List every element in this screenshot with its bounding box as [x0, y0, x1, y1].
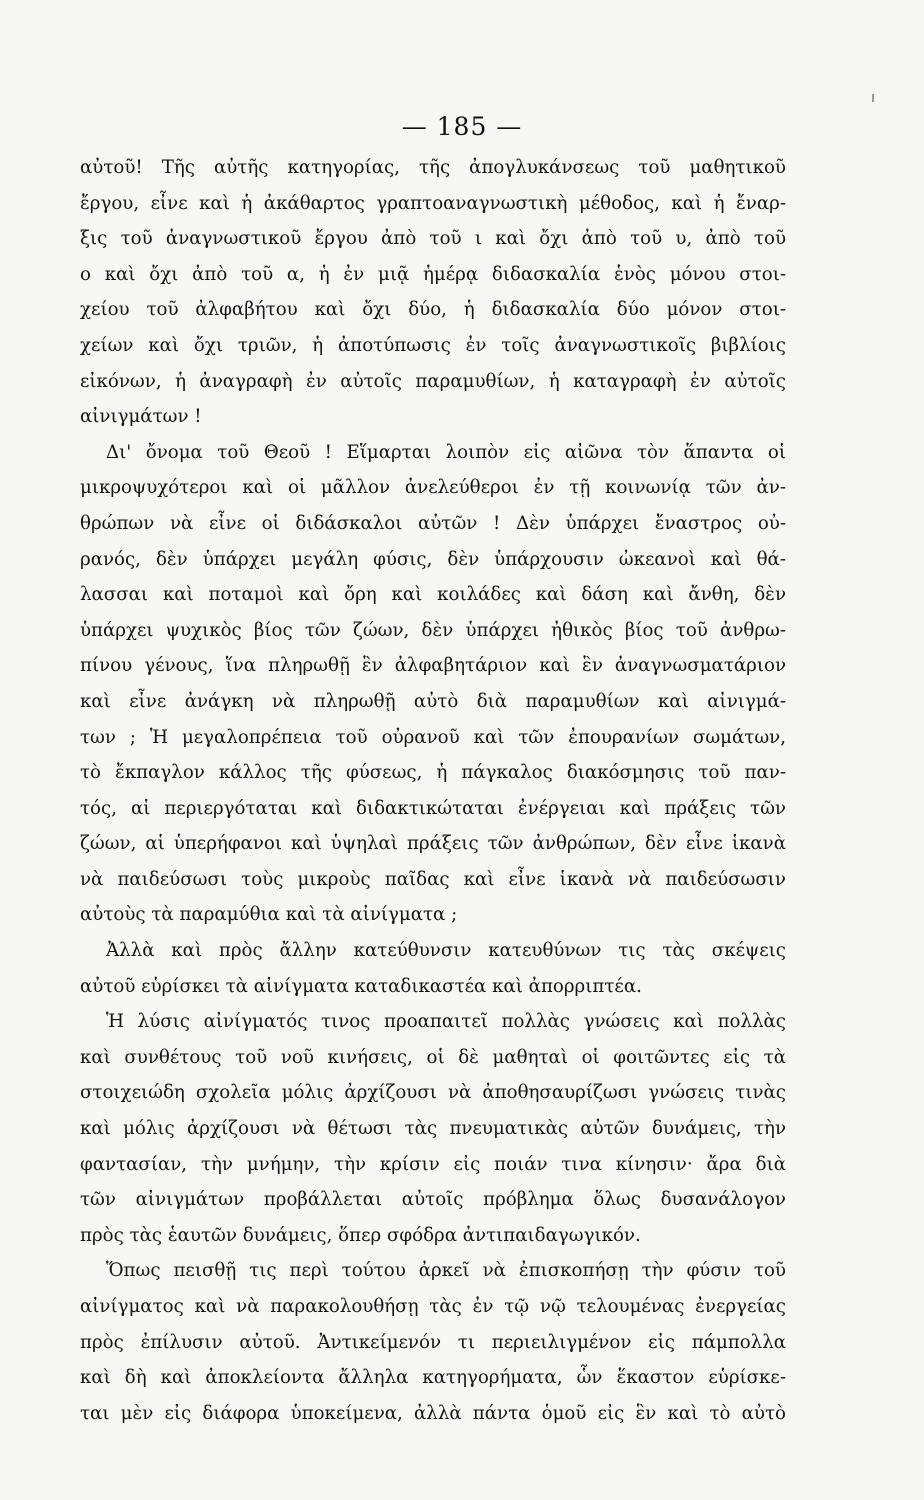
text-line: αἰνίγματος καὶ νὰ παρακολουθήσῃ τὰς ἐν τῷ νῷ τελουμένας ἐνεργείας [80, 1296, 786, 1317]
text-line: πρὸς τὰς ἑαυτῶν δυνάμεις, ὅπερ σφόδρα ἀντιπαιδαγωγικόν. [80, 1224, 641, 1246]
text-line: ται μὲν εἰς διάφορα ὑποκείμενα, ἀλλὰ πάντα ὁμοῦ εἰς ἓν καὶ τὸ αὐτὸ [80, 1402, 786, 1424]
text-line: αὐτοῦ εὑρίσκει τὰ αἰνίγματα καταδικαστέα καὶ ἀπορριπτέα. [80, 975, 642, 997]
text-line: ὑπάρχει ψυχικὸς βίος τῶν ζώων, δὲν ὑπάρχει ἠθικὸς βίος τοῦ ἀνθρω- [80, 619, 786, 641]
text-line: καὶ συνθέτους τοῦ νοῦ κινήσεις, οἱ δὲ μαθηταὶ οἱ φοιτῶντες εἰς τὰ [80, 1046, 786, 1068]
text-line: λασσαι καὶ ποταμοὶ καὶ ὄρη καὶ κοιλάδες καὶ δάση καὶ ἄνθη, δὲν [80, 584, 786, 606]
text-line: τῶν αἰνιγμάτων προβάλλεται αὐτοῖς πρόβλημα ὅλως δυσανάλογον [80, 1189, 786, 1211]
text-line: χείου τοῦ ἀλφαβήτου καὶ ὄχι δύο, ἡ διδασκαλία δύο μόνον στοι- [80, 299, 786, 321]
text-line: των ; Ἡ μεγαλοπρέπεια τοῦ οὐρανοῦ καὶ τῶν ἐπουρανίων σωμάτων, [80, 726, 786, 748]
text-line: πίνου γένους, ἵνα πληρωθῇ ἓν ἀλφαβητάριον καὶ ἓν ἀναγνωσματάριον [80, 655, 786, 677]
text-line: αὐτοῦ! Τῆς αὐτῆς κατηγορίας, τῆς ἀπογλυκάνσεως τοῦ μαθητικοῦ [80, 157, 786, 178]
text-line: νὰ παιδεύσωσι τοὺς μικροὺς παῖδας καὶ εἶνε ἱκανὰ νὰ παιδεύσωσιν [80, 868, 786, 890]
page-number: — 185 — [401, 112, 523, 141]
text-line: τός, αἱ περιεργόταται καὶ διδακτικώταται ἐνέργειαι καὶ πράξεις τῶν [80, 797, 786, 819]
text-line: τὸ ἔκπαγλον κάλλος τῆς φύσεως, ἡ πάγκαλος διακόσμησις τοῦ παν- [80, 762, 786, 784]
paragraph-first-line: Ἀλλὰ καὶ πρὸς ἄλλην κατεύθυνσιν κατευθύνων τις τὰς σκέψεις [106, 940, 786, 962]
text-line: φαντασίαν, τὴν μνήμην, τὴν κρίσιν εἰς ποιάν τινα κίνησιν· ἄρα διὰ [80, 1153, 786, 1175]
paragraph-first-line: Δι' ὄνομα τοῦ Θεοῦ ! Εἵμαρται λοιπὸν εἰς αἰῶνα τὸν ἅπαντα οἱ [106, 441, 786, 463]
page-text-body [80, 150, 786, 1431]
text-line: αὐτοὺς τὰ παραμύθια καὶ τὰ αἰνίγματα ; [80, 904, 458, 926]
paragraph-first-line: Ἡ λύσις αἰνίγματός τινος προαπαιτεῖ πολλὰς γνώσεις καὶ πολλὰς [106, 1011, 786, 1033]
text-line: ρανός, δὲν ὑπάρχει μεγάλη φύσις, δὲν ὑπάρχουσιν ὠκεανοὶ καὶ θά- [80, 548, 786, 570]
text-line: μικροψυχότεροι καὶ οἱ μᾶλλον ἀνελεύθεροι ἐν τῇ κοινωνίᾳ τῶν ἀν- [80, 477, 786, 499]
text-line: ἔργου, εἶνε καὶ ἡ ἀκάθαρτος γραπτοαναγνωστικὴ μέθοδος, καὶ ἡ ἔναρ- [80, 192, 786, 214]
text-line: ζώων, αἱ ὑπερήφανοι καὶ ὑψηλαὶ πράξεις τῶν ἀνθρώπων, δὲν εἶνε ἱκανὰ [80, 833, 786, 855]
text-line: χείων καὶ ὄχι τριῶν, ἡ ἀποτύπωσις ἐν τοῖς ἀναγνωστικοῖς βιβλίοις [80, 334, 786, 356]
text-line: πρὸς ἐπίλυσιν αὐτοῦ. Ἀντικείμενόν τι περιειλιγμένον εἰς πάμπολλα [80, 1331, 786, 1353]
text-line: ο καὶ ὄχι ἀπὸ τοῦ α, ἡ ἐν μιᾷ ἡμέρᾳ διδασκαλία ἑνὸς μόνου στοι- [80, 263, 786, 285]
text-line: ξις τοῦ ἀναγνωστικοῦ ἔργου ἀπὸ τοῦ ι καὶ ὄχι ἀπὸ τοῦ υ, ἀπὸ τοῦ [80, 228, 786, 250]
paragraph-first-line: Ὅπως πεισθῇ τις περὶ τούτου ἀρκεῖ νὰ ἐπισκοπήσῃ τὴν φύσιν τοῦ [106, 1260, 786, 1282]
text-line: στοιχειώδη σχολεῖα μόλις ἀρχίζουσι νὰ ἀποθησαυρίζωσι γνώσεις τινὰς [80, 1082, 786, 1104]
text-line: θρώπων νὰ εἶνε οἱ διδάσκαλοι αὐτῶν ! Δὲν ὑπάρχει ἔναστρος οὐ- [80, 512, 786, 534]
text-line: καὶ δὴ καὶ ἀποκλείοντα ἄλληλα κατηγορήματα, ὧν ἕκαστον εὑρίσκε- [80, 1367, 786, 1389]
text-line: αἰνιγμάτων ! [80, 406, 202, 428]
text-line: καὶ εἶνε ἀνάγκη νὰ πληρωθῇ αὐτὸ διὰ παραμυθίων καὶ αἰνιγμά- [80, 690, 786, 712]
margin-mark [872, 94, 874, 102]
text-line: καὶ μόλις ἀρχίζουσι νὰ θέτωσι τὰς πνευματικὰς αὐτῶν δυνάμεις, τὴν [80, 1118, 786, 1140]
text-line: εἰκόνων, ἡ ἀναγραφὴ ἐν αὐτοῖς παραμυθίων, ἡ καταγραφὴ ἐν αὐτοῖς [80, 370, 786, 392]
